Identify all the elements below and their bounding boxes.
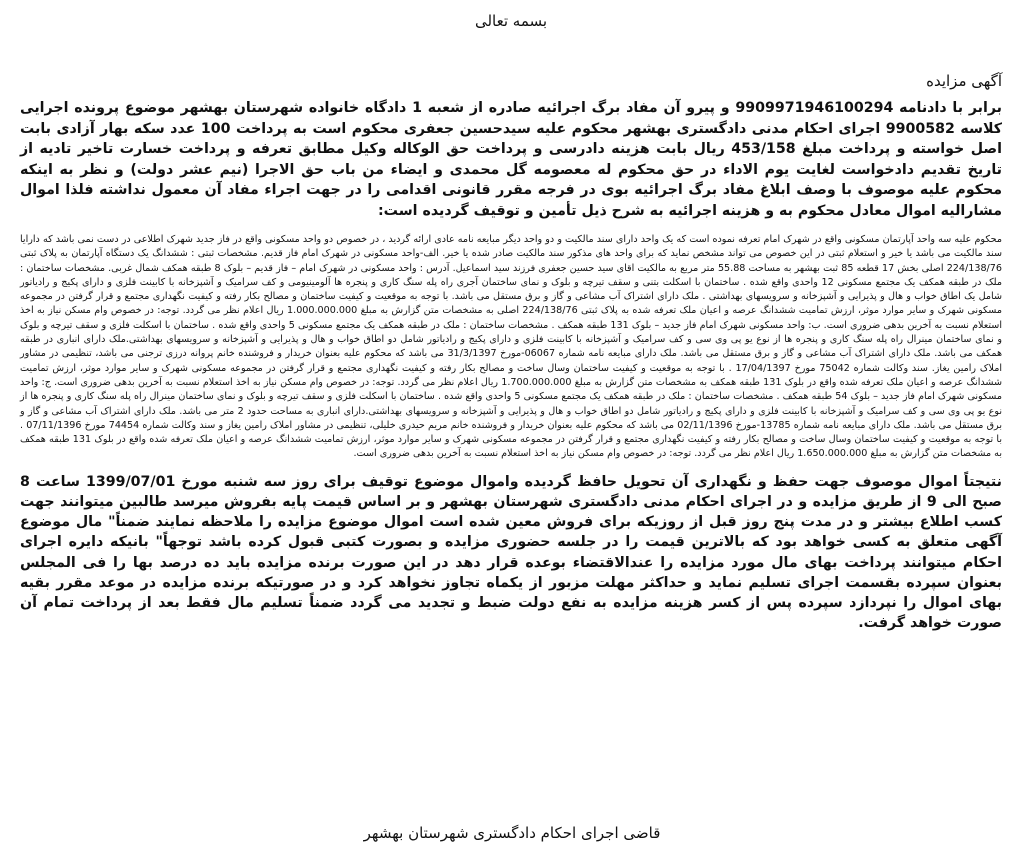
intro-paragraph: برابر با دادنامه 9909971946100294 و پیرو آن مفاد برگ اجرائیه صادره از شعبه 1 دادگاه خانواده شهرستان بهشهر موضوع پرونده اجرایی کلاسه 9900582 اجرای احکام مدنی دادگستری بهشهر محکوم علیه سیدحسین جعفری محکوم است به پرداخت 100 عدد سکه بهار آزادی بابت اصل خواسته و پرداخت مبلغ 453/158 ریال بابت هزینه دادرسی و پرداخت حق الوکاله وکیل مطابق تعرفه و پرداخت خسارت تاخیر تادیه از تاریخ تقدیم دادخواست لغایت یوم الاداء در حق محکوم له معصومه گل محمدی و ایضاء من باب حق الاجرا (نیم عشر دولت) و نظر به اینکه محکوم علیه موصوف با وصف ابلاغ مفاد برگ اجرائیه بوی در فرجه مقرر قانونی اقدامی را در جهت اجراء مفاد آن معمول نداشته فلذا اموال مشارالیه اموال معادل محکوم به و هزینه اجرائیه به شرح ذیل تأمین و توقیف گردیده است: xyxy=(20,100,1002,219)
closing-paragraph: نتیجتاً اموال موصوف جهت حفظ و نگهداری آن تحویل حافظ گردیده واموال موضوع توقیف برای روز سه شنبه مورخ 1399/07/01 ساعت 8 صبح الی 9 از طریق مزایده و در اجرای احکام مدنی دادگستری شهرستان بهشهر و بر اساس قیمت پایه بفروش میرسد طالبین میتوانند جهت کسب اطلاع بیشتر و در مدت پنج روز قبل از روزیکه برای فروش معین شده است اموال موضوع مزایده را ملاحظه نمایند ضمناً" مال موضوع آگهی متعلق به کسی خواهد بود که بالاترین قیمت را در جلسه حضوری مزایده و بصورت کتبی قبول کرده باشد توجهاً" بانیکه دایره اجرای احکام میتوانند پرداخت بهای مال مورد مزایده را عندالاقتضاء بوعده قرار دهد در این صورت برنده مزایده باید ده درصد بها را فی المجلس بعنوان سپرده بقسمت اجرای تسلیم نماید و حداکثر مهلت مزبور از یکماه تجاوز نخواهد کرد و در صورتیکه برنده مزایده در موعد مقرر بقیه بهای اموال را نپردازد سپرده پس از کسر هزینه مزایده به نفع دولت ضبط و تجدید می گردد ضمناً تسلیم مال فقط بعد از پرداخت تمام آن صورت خواهد گرفت. xyxy=(20,473,1003,632)
signature-line: قاضی اجرای احکام دادگستری شهرستان بهشهر xyxy=(363,824,661,842)
document-heading: بسمه تعالی xyxy=(474,12,548,30)
property-details-paragraph: محکوم علیه سه واحد آپارتمان مسکونی واقع در شهرک امام تعرفه نموده است که یک واحد دارای سند مالکیت و دو واحد دیگر مبایعه نامه عادی ارائه گردید ، در خصوص دو واحد مسکونی واقع در فاز جدید شهرک اطلاعی در دست نمی باشد که دارایا سند مالکیت می باشد یا خیر و استعلام ثبتی در این خصوص می تواند مشخص نماید که برای واحد های مذکور سند مالکیت صادر شده یا خیر. الف-واحد مسکونی در شهرک امام فاز قدیم. مشخصات ثبتی : ششدانگ یک دستگاه آپارتمان به پلاک ثبتی 224/138/76 اصلی بخش 17 قطعه 85 ثبت بهشهر به مساحت 55.88 متر مربع به مالکیت اقای سید حسین جعفری فرزند سید اسماعیل. آدرس : واحد مسکونی در شهرک امام – فاز قدیم – بلوک 8 طبقه همکف شمال غربی. مشخصات ساختمان : ملک در طبقه همکف یک مجتمع مسکونی 12 واحدی واقع شده . ساختمان با اسکلت بتنی و سقف تیرچه و بلوک و نمای ساختمان آجری راه پله سنگ کاری و پنجره ها آلومینیومی و کف سرامیک و آشپزخانه با کابینت فلزی و دارای پکیج و رادیاتور شامل یک اطاق خواب و هال و پذیرایی و آشپزخانه و سرویسهای بهداشتی . ملک دارای اشتراک آب مشاعی و گاز و برق مستقل می باشد. با توجه به موقعیت و کیفیت ساختمان و مصالح بکار رفته و کیفیت نگهداری مجتمع و قرار گرفتن در مجموعه مسکونی شهرک و سایر موارد موثر، ارزش تمامیت ششدانگ عرصه و اعیان ملک تعرفه شده به پلاک ثبتی 224/138/76 اصلی به مشخصات متن گزارش به مبلغ 1.000.000.000 ریال اعلام نظر می گردد. توجه: در خصوص وام مسکن نیاز به اخذ استعلام نسبت به آخرین بدهی ضروری است. ب: واحد مسکونی شهرک امام فاز جدید – بلوک 131 طبقه همکف . مشخصات ساختمان : ملک در طبقه همکف یک مجتمع مسکونی 5 واحدی واقع شده . ساختمان با اسکلت فلزی و سقف تیرچه و بلوک و نمای ساختمان مینرال راه پله سنگ کاری و پنجره ها از نوع یو پی وی سی و کف سرامیک و آشپزخانه با کابینت فلزی و دارای پکیج و رادیاتور شامل دو اطاق خواب و هال و پذیرایی و آشپزخانه و سرویسهای بهداشتی.ملک دارای انباری در طبقه همکف می باشد. ملک دارای اشتراک آب مشاعی و گاز و برق مستقل می باشد. ملک دارای مبایعه نامه شماره 06067-مورخ 31/3/1397 می باشد که محکوم علیه بعنوان خریدار و فروشنده خانم پروانه درزی ترجنی می باشد، تنظیمی در مشاور املاک رامین یغاز. سند وکالت شماره 75042 مورخ 17/04/1397 . با توجه به موقعیت و کیفیت ساختمان وسال ساخت و مصالح بکار رفته و کیفیت نگهداری مجتمع و قرار گرفتن در مجموعه مسکونی شهرک و سایر موارد موثر، ارزش تمامیت ششدانگ عرصه و اعیان ملک تعرفه شده واقع در بلوک 131 طبقه همکف به مشخصات متن گزارش به مبلغ 1.700.000.000 ریال اعلام نظر می گردد. توجه: در خصوص وام مسکن نیاز به اخذ استعلام نسبت به آخرین بدهی ضروری است. ج: واحد مسکونی شهرک امام فاز جدید – بلوک 54 طبقه همکف . مشخصات ساختمان : ملک در طبقه همکف یک مجتمع مسکونی 5 واحدی واقع شده . ساختمان با اسکلت فلزی و سقف تیرچه و بلوک و نمای ساختمان مینرال راه پله سنگ کاری و پنجره ها از نوع یو پی وی سی و کف سرامیک و آشپزخانه با کابینت فلزی و دارای پکیج و رادیاتور شامل دو اطاق خواب و هال و پذیرایی و آشپزخانه و سرویسهای بهداشتی.دارای انباری به مساحت حدود 2 متر می باشد. ملک دارای اشتراک آب مشاعی و گاز و برق مستقل می باشد. ملک دارای مبایعه نامه شماره 13785-مورخ 02/11/1396 می باشد که محکوم علیه بعنوان خریدار و فروشنده خانم مریم حیدری خلیلی، تنظیمی در مشاور املاک رامین یغاز و سند وکالت شماره 74454 مورخ 07/11/1396 . با توجه به موقعیت و کیفیت ساختمان وسال ساخت و مصالح بکار رفته و کیفیت نگهداری مجتمع و قرار گرفتن در مجموعه مسکونی شهرک و سایر موارد موثر، ارزش تمامیت ششدانگ عرصه و اعیان ملک تعرفه شده واقع در بلوک 131 طبقه همکف به مشخصات متن گزارش به مبلغ 1.650.000.000 ریال اعلام نظر می گردد. توجه: در خصوص وام مسکن نیاز به اخذ استعلام نسبت به آخرین بدهی ضروری است. xyxy=(20,234,1003,460)
notice-title: آگهی مزایده xyxy=(926,72,1002,90)
